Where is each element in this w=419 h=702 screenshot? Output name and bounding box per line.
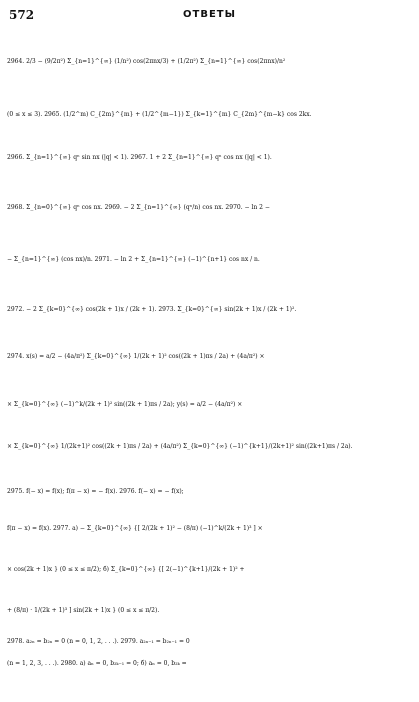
answer-line: (n = 1, 2, 3, . . .). 2980. а) aₙ = 0, b₂ₖ₋₁ = 0; б) aₙ = 0, b₂ₖ = <box>7 660 187 667</box>
answer-line: × Σ_{k=0}^{∞} (−1)^k/(2k + 1)² sin((2k + 1)πs / 2a); y(s) = a/2 − (4a/π²) × <box>7 401 243 408</box>
running-title: ОТВЕТЫ <box>183 9 236 20</box>
answer-line: 2972. − 2 Σ_{k=0}^{∞} cos(2k + 1)x / (2k + 1). 2973. Σ_{k=0}^{∞} sin(2k + 1)x / (2k + 1)². <box>7 306 297 313</box>
answer-line: − Σ_{n=1}^{∞} (cos nx)/n. 2971. − ln 2 + Σ_{n=1}^{∞} (−1)^{n+1} cos nx / n. <box>7 256 260 263</box>
answer-line: 2966. Σ_{n=1}^{∞} qⁿ sin nx (|q| < 1). 2967. 1 + 2 Σ_{n=1}^{∞} qⁿ cos nx (|q| < 1). <box>7 154 272 161</box>
answer-line: + (8/π) · 1/(2k + 1)³ ] sin(2k + 1)x } (0 ≤ x ≤ π/2). <box>7 607 160 614</box>
answer-line: 2968. Σ_{n=0}^{∞} qⁿ cos nx. 2969. − 2 Σ_{n=1}^{∞} (qⁿ/n) cos nx. 2970. − ln 2 − <box>7 204 270 211</box>
answer-line: 2964. 2/3 − (9/2π²) Σ_{n=1}^{∞} (1/n²) cos(2πnx/3) + (1/2π²) Σ_{n=1}^{∞} cos(2πnx)/n² <box>7 58 286 65</box>
page-number: 572 <box>9 8 35 22</box>
page-header <box>0 8 419 28</box>
answer-line: × cos(2k + 1)x } (0 ≤ x ≤ π/2); б) Σ_{k=0}^{∞} {[ 2(−1)^{k+1}/(2k + 1)² + <box>7 566 245 573</box>
answer-line: (0 ≤ x ≤ 3). 2965. (1/2^m) C_{2m}^{m} + (1/2^{m−1}) Σ_{k=1}^{m} C_{2m}^{m−k} cos 2kx. <box>7 111 312 118</box>
answer-line: 2978. a₂ₙ = b₂ₙ = 0 (n = 0, 1, 2, . . .). 2979. a₂ₙ₋₁ = b₂ₙ₋₁ = 0 <box>7 638 190 645</box>
answer-line: × Σ_{k=0}^{∞} 1/(2k+1)² cos((2k + 1)πs / 2a) + (4a/π²) Σ_{k=0}^{∞} (−1)^{k+1}/(2k+1)² sin((2k+1)πs / 2a). <box>7 443 353 450</box>
answer-line: 2974. x(s) = a/2 − (4a/π²) Σ_{k=0}^{∞} 1/(2k + 1)² cos((2k + 1)πs / 2a) + (4a/π²) × <box>7 353 265 360</box>
answer-line: 2975. f(− x) = f(x); f(π − x) = − f(x). 2976. f(− x) = − f(x); <box>7 488 184 495</box>
answer-line: f(π − x) = f(x). 2977. а) − Σ_{k=0}^{∞} {[ 2/(2k + 1)² − (8/π) (−1)^k/(2k + 1)³ ] × <box>7 525 263 532</box>
